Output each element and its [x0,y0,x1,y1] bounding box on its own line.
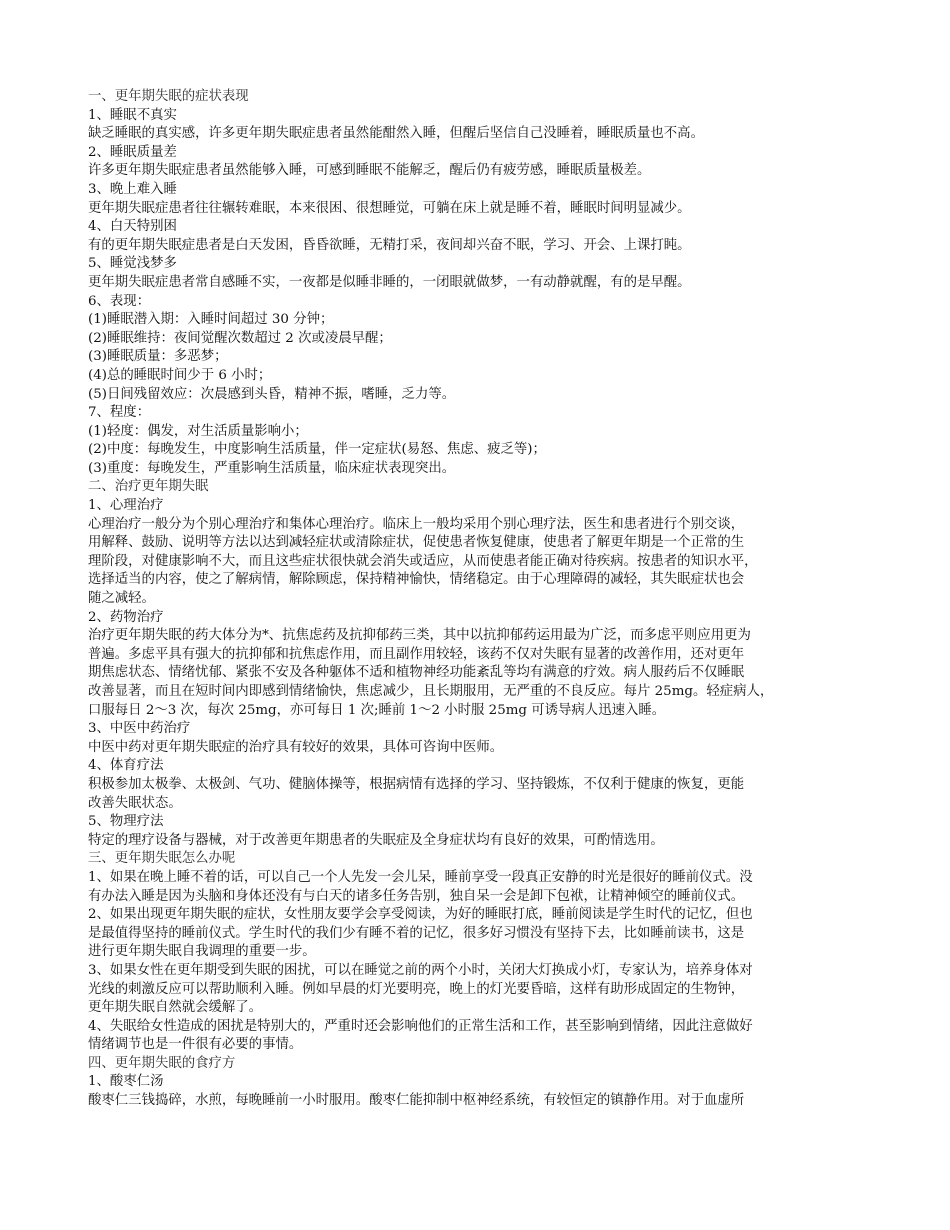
subsection-heading: 1、心理治疗 [88,498,164,514]
subsection-heading: 6、表现： [88,293,151,309]
body-text-line: (3)睡眠质量：多恶梦； [88,349,228,365]
body-text-line: 有办法入睡是因为头脑和身体还没有与白天的诸多任务告别，独自呆一会是卸下包袱，让精神倾空的睡前仪式。 [88,888,745,904]
body-text-line: 普遍。多虑平具有强大的抗抑郁和抗焦虑作用，而且副作用较轻，该药不仅对失眠有显著的改善作用，还对更年 [88,646,745,662]
subsection-heading: 3、如果女性在更年期受到失眠的困扰，可以在睡觉之前的两个小时，关闭大灯换成小灯，专家认为，培养身体对 [88,962,753,978]
subsection-heading: 4、白天特别困 [88,219,177,235]
section-heading: 一、更年期失眠的症状表现 [88,89,249,104]
body-text-line: 更年期失眠症患者常自感睡不实，一夜都是似睡非睡的，一闭眼就做梦，一有动静就醒，有的是早醒。 [88,274,691,290]
body-text-line: 期焦虑状态、情绪忧郁、紧张不安及各种躯体不适和植物神经功能紊乱等均有满意的疗效。病人服药后不仅睡眠 [88,665,745,681]
body-text-line: (5)日间残留效应：次晨感到头昏，精神不振，嗜睡，乏力等。 [88,386,456,402]
subsection-heading: 2、药物治疗 [88,609,164,625]
body-text-line: 有的更年期失眠症患者是白天发困，昏昏欲睡，无精打采，夜间却兴奋不眠，学习、开会、上课打盹。 [88,237,691,253]
body-text-line: (3)重度：每晚发生，严重影响生活质量，临床症状表现突出。 [88,460,456,476]
body-text-line: (1)睡眠潜入期：入睡时间超过 30 分钟； [88,312,334,328]
body-text-line: 口服每日 2～3 次，每次 25mg，亦可每日 1 次;睡前 1～2 小时服 25mg 可诱导病人迅速入睡。 [88,702,666,718]
subsection-heading: 1、酸枣仁汤 [88,1074,164,1090]
body-text-line: 治疗更年期失眠的药大体分为*、抗焦虑药及抗抑郁药三类，其中以抗抑郁药运用最为广泛，而多虑平则应用更为 [88,628,751,644]
body-text-line: 许多更年期失眠症患者虽然能够入睡，可感到睡眠不能解乏，醒后仍有疲劳感，睡眠质量极差。 [88,163,651,179]
subsection-heading: 5、睡觉浅梦多 [88,256,177,272]
body-text-line: 选择适当的内容，使之了解病情，解除顾虑，保持精神愉快，情绪稳定。由于心理障碍的减轻，其失眠症状也会 [88,572,745,588]
body-text-line: 光线的刺激反应可以帮助顺利入睡。例如早晨的灯光要明亮，晚上的灯光要昏暗，这样有助形成固定的生物钟， [88,981,745,997]
subsection-heading: 4、体育疗法 [88,758,164,774]
body-text-line: 更年期失眠自然就会缓解了。 [88,1000,263,1016]
subsection-heading: 3、中医中药治疗 [88,721,191,737]
subsection-heading: 2、睡眠质量差 [88,144,177,160]
body-text-line: 积极参加太极拳、太极剑、气功、健脑体操等，根据病情有选择的学习、坚持锻炼，不仅利于健康的恢复，更能 [88,776,745,792]
body-text-line: (1)轻度：偶发，对生活质量影响小； [88,423,308,439]
body-text-line: (4)总的睡眠时间少于 6 小时； [88,367,272,383]
body-text-line: 缺乏睡眠的真实感，许多更年期失眠症患者虽然能酣然入睡，但醒后坚信自己没睡着，睡眠质量也不高。 [88,126,704,142]
body-text-line: 更年期失眠症患者往往辗转难眠，本来很困、很想睡觉，可躺在床上就是睡不着，睡眠时间明显减少。 [88,200,691,216]
body-text-line: 用解释、鼓励、说明等方法以达到减轻症状或清除症状，促使患者恢复健康，使患者了解更年期是一个正常的生 [88,535,745,551]
subsection-heading: 7、程度： [88,405,151,421]
body-text-line: (2)中度：每晚发生，中度影响生活质量，伴一定症状(易怒、焦虑、疲乏等)； [88,442,546,458]
document-body [88,88,870,1111]
subsection-heading: 4、失眠给女性造成的困扰是特别大的，严重时还会影响他们的正常生活和工作，甚至影响到情绪，因此注意做好 [88,1018,753,1034]
subsection-heading: 2、如果出现更年期失眠的症状，女性朋友要学会享受阅读，为好的睡眠打底，睡前阅读是学生时代的记忆，但也 [88,907,753,923]
section-heading: 三、更年期失眠怎么办呢 [88,851,236,867]
body-text-line: 改善失眠状态。 [88,795,182,811]
subsection-heading: 3、晚上难入睡 [88,181,177,197]
body-text-line: 情绪调节也是一件很有必要的事情。 [88,1037,303,1053]
body-text-line: 酸枣仁三钱捣碎，水煎，每晚睡前一小时服用。酸枣仁能抑制中枢神经系统，有较恒定的镇静作用。对于血虚所 [88,1093,745,1109]
body-text-line: 中医中药对更年期失眠症的治疗具有较好的效果，具体可咨询中医师。 [88,739,504,755]
body-text-line: (2)睡眠维持：夜间觉醒次数超过 2 次或凌晨早醒； [88,330,392,346]
body-text-line: 进行更年期失眠自我调理的重要一步。 [88,944,316,960]
body-text-line: 特定的理疗设备与器械，对于改善更年期患者的失眠症及全身症状均有良好的效果，可酌情选用。 [88,832,664,848]
body-text-line: 心理治疗一般分为个别心理治疗和集体心理治疗。临床上一般均采用个别心理疗法，医生和患者进行个别交谈， [88,516,745,532]
subsection-heading: 1、睡眠不真实 [88,107,177,123]
subsection-heading: 1、如果在晚上睡不着的话，可以自己一个人先发一会儿呆，睡前享受一段真正安静的时光是很好的睡前仪式。没 [88,869,753,885]
section-heading: 二、治疗更年期失眠 [88,479,209,495]
body-text-line: 是最值得坚持的睡前仪式。学生时代的我们少有睡不着的记忆，很多好习惯没有坚持下去，比如睡前读书，这是 [88,925,745,941]
body-text-line: 理阶段，对健康影响不大，而且这些症状很快就会消失或适应，从而使患者能正确对待疾病。按患者的知识水平， [88,553,758,569]
subsection-heading: 5、物理疗法 [88,814,164,830]
section-heading: 四、更年期失眠的食疗方 [88,1055,236,1071]
body-text-line: 改善显著，而且在短时间内即感到情绪愉快，焦虑减少，且长期服用，无严重的不良反应。每片 25mg。轻症病人， [88,684,774,699]
body-text-line: 随之减轻。 [88,591,155,607]
